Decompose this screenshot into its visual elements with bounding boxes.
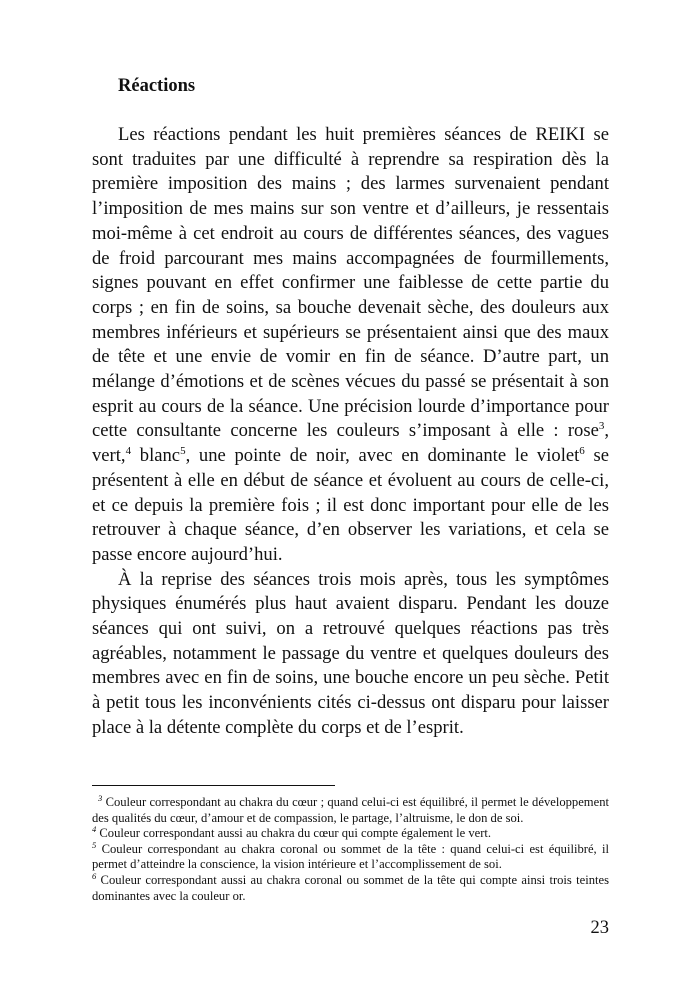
- footnotes: [92, 792, 609, 904]
- footnote-3: [92, 792, 609, 826]
- footnote-number: 5: [92, 839, 97, 850]
- footnote-number: 3: [98, 792, 103, 803]
- footnote-text: Couleur correspondant aussi au chakra coronal ou sommet de la tête qui compte ainsi trois teintes dominantes avec la couleur or.: [92, 872, 609, 903]
- paragraph-1: [92, 123, 609, 568]
- footnote-6: [92, 870, 609, 904]
- footnote-text: Couleur correspondant aussi au chakra du cœur qui compte également le vert.: [96, 826, 492, 841]
- footnote-number: 6: [92, 870, 97, 881]
- footnote-number: 4: [92, 824, 97, 834]
- footnote-ref-5: 5: [180, 444, 186, 457]
- footnote-ref-6: 6: [579, 444, 585, 457]
- paragraph-1-part-1: Les réactions pendant les huit premières séances de REIKI se sont traduites par une difficulté à reprendre sa respiration dès la première imposition des mains ; des larmes survenaient pendant l’imposition de mes mains sur son ventre et d’ailleurs, je ressentais moi-même à cet endroit au cours de différentes séances, des vagues de froid parcourant mes mains accompagnées de fourmillements, signes pouvant en effet confirmer une faiblesse de cette partie du corps ; en fin de soins, sa bouche devenait sèche, des douleurs aux membres inférieurs et supérieurs se présentaient ainsi que des maux de tête et une envie de vomir en fin de séance. D’autre part, un mélange d’émotions et de scènes vécues du passé se présentait à son esprit au cours de la séance. Une précision lourde d’importance pour cette consultante concerne les couleurs s’imposant à elle : rose: [92, 124, 609, 442]
- paragraph-2: À la reprise des séances trois mois après, tous les symptômes physiques énumérés plus haut avaient disparu. Pendant les douze séances qui ont suivi, on a retrouvé quelques réactions pas très agréables, notamment le passage du ventre et quelques douleurs des membres avec en fin de soins, une bouche encore un peu sèche. Petit à petit tous les inconvénients cités ci-dessus ont disparu pour laisser place à la détente complète du corps et de l’esprit.: [92, 568, 609, 738]
- footnote-text: Couleur correspondant au chakra coronal ou sommet de la tête : quand celui-ci est équilibré, il permet d’atteindre la conscience, la vision intérieure et l’accomplissement de soi.: [92, 841, 609, 872]
- paragraph-1-part-2: , vert,: [92, 420, 609, 467]
- footnote-ref-3: 3: [598, 420, 605, 433]
- footnote-separator: [92, 785, 335, 786]
- footnote-text: Couleur correspondant au chakra du cœur ; quand celui-ci est équilibré, il permet le développement des qualités du cœur, d’amour et de compassion, le partage, l’altruisme, le don de soi.: [92, 795, 609, 825]
- section-heading: Réactions: [118, 76, 196, 96]
- footnote-ref-4: 4: [125, 444, 132, 457]
- paragraph-1-part-4: , une pointe de noir, avec en dominante le violet: [185, 445, 580, 467]
- body-text: [92, 123, 609, 741]
- paragraph-1-part-5: se présentent à elle en début de séance et évoluent au cours de celle-ci, et ce depuis la première fois ; il est donc important pour elle de les retrouver à chaque séance, d’en observer les variations, et cela se passe encore aujourd’hui.: [92, 445, 610, 565]
- footnote-4: [92, 826, 609, 842]
- paragraph-1-part-3: blanc: [131, 445, 181, 467]
- page-number: 23: [590, 918, 609, 938]
- footnote-5: [92, 839, 609, 873]
